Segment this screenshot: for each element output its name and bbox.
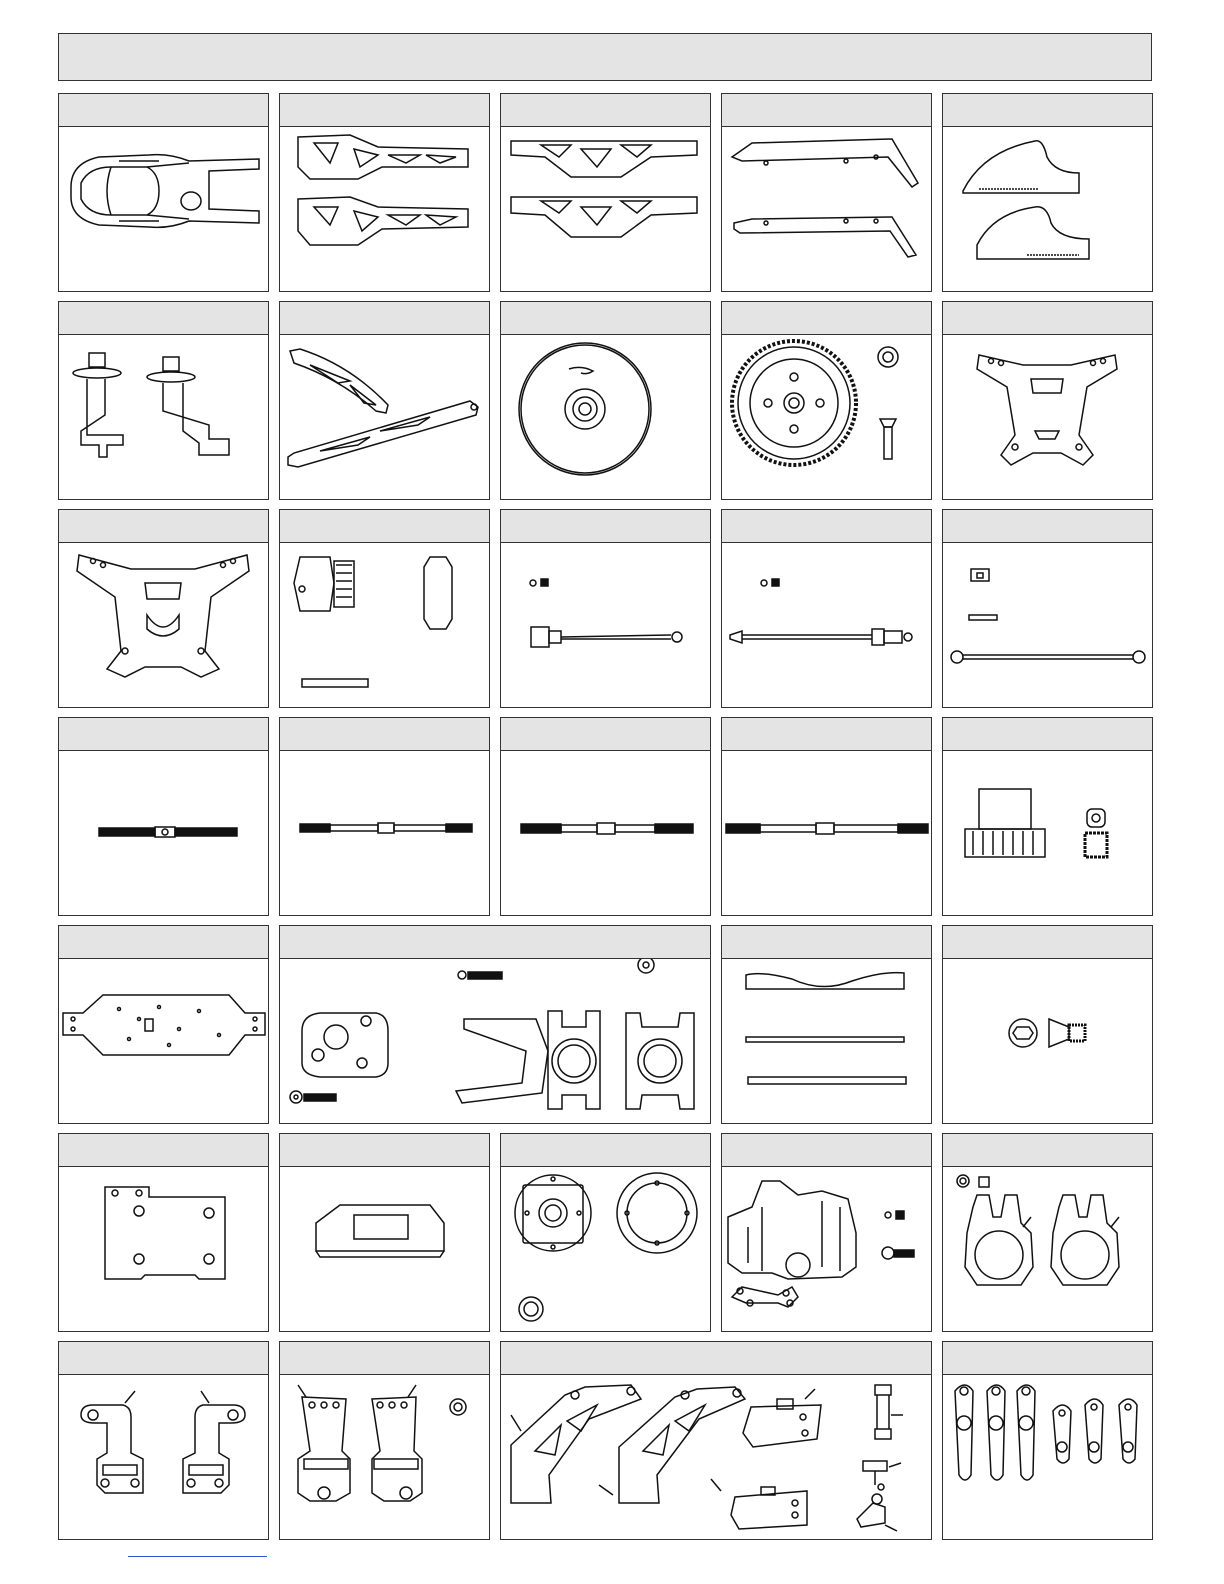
part-cell-turnbuckle-short [58, 717, 269, 916]
turnbuckle-icon [280, 751, 488, 915]
knuckle-icon [59, 1375, 267, 1539]
chassis-plate-icon [59, 959, 267, 1123]
c-hub-icon [280, 1375, 488, 1539]
part-cell-clutch-bell [942, 717, 1153, 916]
part-header [501, 1134, 710, 1167]
part-cell-wing-mount-set [500, 1341, 932, 1540]
rear-arm-icon [501, 127, 709, 291]
part-header [943, 302, 1152, 335]
part-header [59, 926, 268, 959]
turnbuckle-icon [59, 751, 267, 915]
part-cell-servo-horns [942, 1341, 1153, 1540]
drive-shaft-icon [501, 543, 709, 707]
part-header [943, 510, 1152, 543]
screw-icon [943, 959, 1151, 1123]
part-cell-diff-case [500, 1133, 711, 1332]
part-cell-fuel-tank-cover [279, 1133, 490, 1332]
part-header [280, 1134, 489, 1167]
part-header [943, 94, 1152, 127]
part-header [501, 510, 710, 543]
part-cell-turnbuckle-xlong [721, 717, 932, 916]
part-cell-wheel-axle-nut [279, 509, 490, 708]
part-cell-turnbuckle-medium [279, 717, 490, 916]
part-header [59, 510, 268, 543]
part-cell-main-chassis [58, 925, 269, 1124]
part-cell-steering-knuckles [58, 1341, 269, 1540]
drive-shaft-icon [722, 543, 930, 707]
diff-mount-icon [280, 959, 709, 1123]
part-header [59, 302, 268, 335]
part-header [722, 510, 931, 543]
wing-mount-icon [501, 1375, 930, 1539]
part-cell-steering-rod [942, 509, 1153, 708]
part-cell-body-shell [58, 93, 269, 292]
part-cell-chassis-braces [279, 301, 490, 500]
part-header [280, 1342, 489, 1375]
part-header [280, 94, 489, 127]
link-rod-icon [943, 543, 1151, 707]
footer-link-underline[interactable] [128, 1556, 267, 1557]
body-shell-icon [59, 127, 267, 291]
part-header [943, 718, 1152, 751]
turnbuckle-icon [501, 751, 709, 915]
part-header [943, 1342, 1152, 1375]
part-header [722, 718, 931, 751]
part-header [59, 718, 268, 751]
part-header [722, 926, 931, 959]
diff-case-icon [501, 1167, 709, 1331]
part-header [59, 1134, 268, 1167]
part-header [280, 302, 489, 335]
part-header [501, 1342, 931, 1375]
mud-guard-icon [943, 127, 1151, 291]
part-header [280, 510, 489, 543]
part-cell-gear-box [721, 1133, 932, 1332]
part-cell-rear-shock-tower [58, 509, 269, 708]
brake-disc-icon [501, 335, 709, 499]
part-cell-front-shock-tower [942, 301, 1153, 500]
servo-horn-icon [943, 1375, 1151, 1539]
part-cell-brake-disc [500, 301, 711, 500]
part-cell-rear-arms [500, 93, 711, 292]
part-cell-turnbuckle-long [500, 717, 711, 916]
part-header [722, 302, 931, 335]
page-title-bar [58, 33, 1152, 81]
part-cell-front-hubs [279, 1341, 490, 1540]
part-header [722, 1134, 931, 1167]
part-cell-side-guards [721, 93, 932, 292]
part-header [59, 94, 268, 127]
radio-plate-icon [59, 1167, 267, 1331]
axle-nut-icon [280, 543, 488, 707]
part-header [501, 94, 710, 127]
part-cell-body-mounts [58, 301, 269, 500]
front-arm-icon [280, 127, 488, 291]
part-cell-center-diff-mount [279, 925, 711, 1124]
part-cell-spur-gear [721, 301, 932, 500]
part-header [943, 1134, 1152, 1167]
part-header [943, 926, 1152, 959]
part-header [501, 302, 710, 335]
part-cell-rear-hubs [942, 1133, 1153, 1332]
part-header [280, 926, 710, 959]
part-cell-mud-guards [942, 93, 1153, 292]
body-mount-icon [59, 335, 267, 499]
chassis-brace-icon [280, 335, 488, 499]
part-header [59, 1342, 268, 1375]
part-cell-radio-plate [58, 1133, 269, 1332]
part-cell-screw-set [942, 925, 1153, 1124]
hub-carrier-icon [943, 1167, 1151, 1331]
clutch-bell-icon [943, 751, 1151, 915]
bumper-icon [722, 959, 930, 1123]
turnbuckle-icon [722, 751, 930, 915]
gearbox-icon [722, 1167, 930, 1331]
part-header [501, 718, 710, 751]
spur-gear-icon [722, 335, 930, 499]
part-header [280, 718, 489, 751]
part-cell-front-arms [279, 93, 490, 292]
side-guard-icon [722, 127, 930, 291]
part-header [722, 94, 931, 127]
shock-tower-icon [59, 543, 267, 707]
tank-cover-icon [280, 1167, 488, 1331]
shock-tower-icon [943, 335, 1151, 499]
part-cell-rear-cvd [721, 509, 932, 708]
part-cell-bumper-set [721, 925, 932, 1124]
part-cell-front-cvd [500, 509, 711, 708]
